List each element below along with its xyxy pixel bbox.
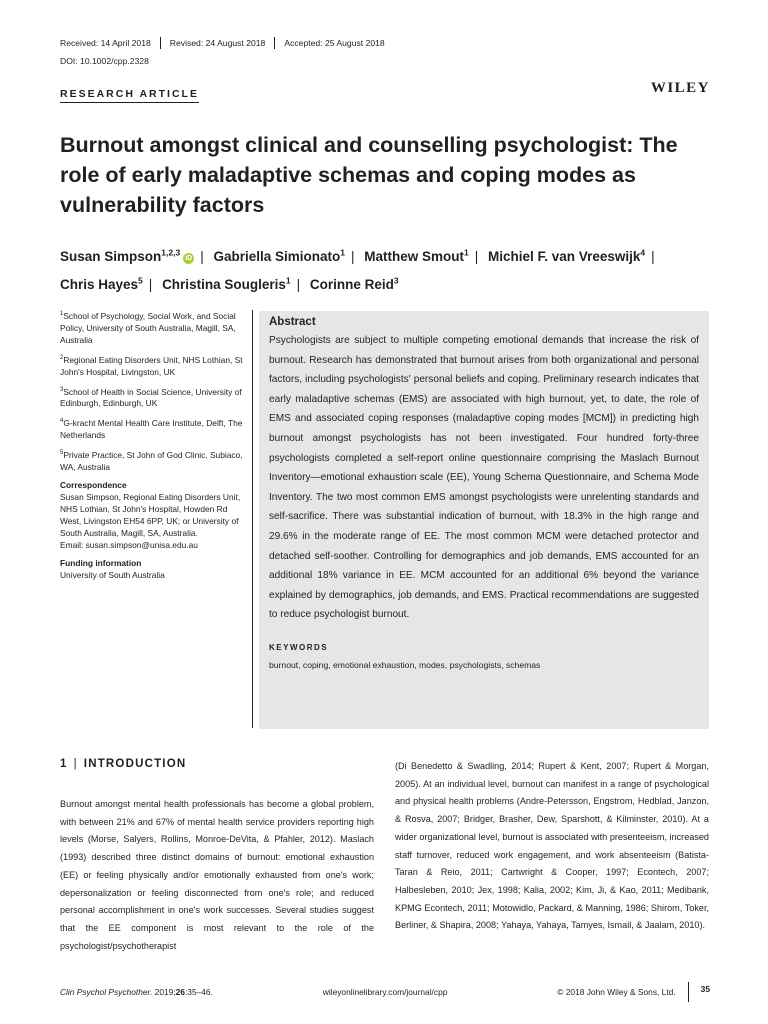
abstract-heading: Abstract [269,316,316,328]
author-list [60,240,720,297]
body-text-left: Burnout amongst mental health professionals has become a global problem, with between 21% and 67% of mental health service providers reporting high levels (Morse, Salyers, Rollins, Monroe-DeVita, & Pfahler, 2012). Maslach (1993) described three distinct domains of burnout: emotional exhaustion (EE) or feeling physically and/or emotionally exhausted from one's work; depersonalization or feeling disconnected from one's role; and reduced personal accomplishment in one's work successes. Several studies suggest that the EE component is most relevant to the role of the psychologist/psychotherapist [60,799,374,951]
abstract-text: Psychologists are subject to multiple competing emotional demands that increase the risk of burnout. Research has demonstrated that burnout arises from both organizational and personal factors, including psychologists' personal beliefs and coping. Preliminary research indicates that early maladaptive schemas (EMS) are associated with high burnout, yet, to date, the role of EMS and associated coping responses (maladaptive coping modes [MCM]) in predicting high burnout amongst psychologists has not been investigated. Four hundred forty-three psychologists completed a self-report online questionnaire comprising the Maslach Burnout Inventory—emotional exhaustion scale (EE), Young Schema Questionnaire, and Schema Mode Inventory. The two most common EMS amongst psychologists were unrelenting standards and self-sacrifice. There was substantial indication of burnout, with 18.3% in the high range and 29.6% in the moderate range of EE. The most common MCM were detached protector and detached self-soother. Controlling for demographics and job demands, EMS accounted for an additional 18% variance in EE. MCM accounted for an additional 6% beyond the variance explained by demographics, job demands, and EMS. Practical recommendations are suggested to reduce psychologist burnout. [269,335,699,621]
author-separator: | [350,248,355,264]
author[interactable]: Chris Hayes$^5$ [60,275,143,292]
affiliation: $^3$School of Health in Social Science, University of Edinburgh, Edinburgh, UK [60,386,242,409]
accepted-date: Accepted: 25 August 2018 [284,38,385,48]
section-heading: 1 | INTRODUCTION [60,758,187,770]
author-separator: | [200,248,204,264]
affiliation: $^4$G-kracht Mental Health Care Institute, Delft, The Netherlands [60,418,243,441]
affiliation: $^5$Private Practice, St John of God Clinic, Subiaco, WA, Australia [60,449,243,472]
page-footer [60,982,710,1002]
revised-date: Revised: 24 August 2018 [161,37,276,49]
affiliation: $^2$Regional Eating Disorders Unit, NHS Lothian, St John's Hospital, Livingston, UK [60,354,243,377]
journal-url[interactable]: wileyonlinelibrary.com/journal/cpp [322,987,448,997]
column-divider [252,310,253,728]
author[interactable]: Gabriella Simionato$^1$ [213,247,345,264]
author[interactable]: Michiel F. van Vreeswijk$^4$ [488,247,646,264]
page-number: 35 [688,982,710,1002]
doi[interactable]: DOI: 10.1002/cpp.2328 [60,56,149,66]
author-separator: | [474,248,479,264]
affiliations-sidebar [60,308,248,581]
footer-right [557,982,710,1002]
funding-body: University of South Australia [60,569,165,580]
correspondence-body: Susan Simpson, Regional Eating Disorders Unit, NHS Lothian, St John's Hospital, Howden Rd West, Livingston EH54 6PP, UK; or University of South Australia, Magill, SA, Australia. [60,491,241,538]
correspondence-email[interactable]: Email: susan.simpson@unisa.edu.au [60,539,198,550]
abstract-box [259,311,709,729]
orcid-icon[interactable]: iD [185,254,193,262]
publication-dates [60,37,394,49]
keywords-list: burnout, coping, emotional exhaustion, modes, psychologists, schemas [269,659,541,670]
author-separator: | [296,277,301,292]
funding-heading: Funding information [60,557,142,568]
received-date: Received: 14 April 2018 [60,37,161,49]
article-type: RESEARCH ARTICLE [60,88,199,103]
publisher-logo: WILEY [650,80,710,96]
author-separator: | [651,248,655,264]
author-separator: | [148,277,153,292]
author[interactable]: Christina Sougleris$^1$ [162,275,291,292]
citation: Clin Psychol Psychother. 2019;26:35–46. [60,987,213,997]
author[interactable]: Matthew Smout$^1$ [364,247,469,264]
copyright: © 2018 John Wiley & Sons, Ltd. [557,987,676,997]
correspondence-heading: Correspondence [60,479,127,490]
author[interactable]: Corinne Reid$^3$ [309,275,399,292]
affiliation: $^1$School of Psychology, Social Work, and Social Policy, University of South Australia, Magill, SA, Australia [60,310,236,345]
author[interactable]: Susan Simpson$^{1,2,3}$ [60,247,181,264]
keywords-heading: KEYWORDS [269,642,329,652]
body-text-right: (Di Benedetto & Swadling, 2014; Rupert & Kent, 2007; Rupert & Morgan, 2005). At an individual level, burnout can manifest in a range of psychological and physical health problems (Andre-Petersson, Engstrom, Hedblad, Janzon, & Rosva, 2007; Bridger, Brasher, Dew, Sparshott, & Kilminster, 2010). At a wider organizational level, burnout is associated with presenteeism, increased staff turnover, reduced work engagement, and work absenteeism (Batista-Taran & Reio, 2011; Cartwright & Cooper, 1997; Econtech, 2007; Halbesleben, 2010; Jex, 1998; Kalia, 2002; Kim, Ji, & Kao, 2011; Medibank, KPMG Econtech, 2011; Motowidlo, Packard, & Manning, 1986; Shirom, Toker, Berliner, & Shapira, 2008; Yahaya, Yahaya, Tamyes, Ismail, & Jaalam, 2010). [395,761,709,931]
article-title: Burnout amongst clinical and counselling psychologist: The role of early maladaptive schemas and coping modes as vulnerability factors [60,133,678,217]
